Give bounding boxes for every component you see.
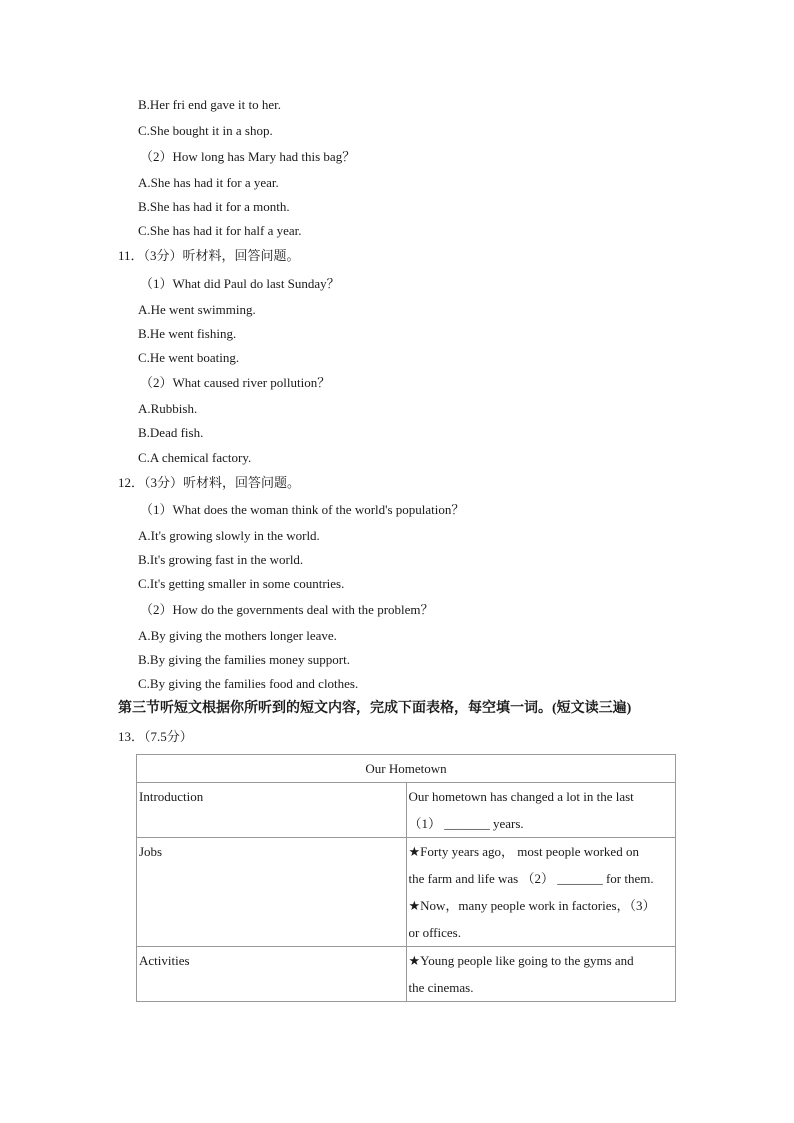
q13-title: 13．（7.5分） bbox=[118, 729, 193, 744]
table-header-row bbox=[137, 755, 676, 783]
q12-sub1-option-a: A.It's growing slowly in the world. bbox=[138, 528, 320, 543]
q10-option-b: B.Her fri end gave it to her. bbox=[138, 97, 281, 112]
q11-sub2-option-c: C.A chemical factory. bbox=[138, 450, 252, 465]
q12-subquestion-2: （2）How do the governments deal with the problem？ bbox=[140, 602, 434, 617]
q11-subquestion-2: （2）What caused river pollution？ bbox=[140, 375, 331, 390]
content-line: Our hometown has changed a lot in the last bbox=[408, 789, 634, 804]
q12-sub2-option-c: C.By giving the families food and clothes. bbox=[138, 676, 359, 691]
q11-subquestion-1: （1）What did Paul do last Sunday？ bbox=[140, 276, 340, 291]
content-line: ★Now，many people work in factories，（3） bbox=[408, 898, 656, 913]
content-line: ★Young people like going to the gyms and bbox=[408, 953, 634, 968]
section-3-heading: 第三节听短文根据你所听到的短文内容，完成下面表格，每空填一词。(短文读三遍) bbox=[118, 701, 632, 716]
q11-sub2-option-a: A.Rubbish. bbox=[138, 401, 198, 416]
content-line: ★Forty years ago， most people worked on bbox=[408, 844, 639, 859]
q10-sub2-option-b: B.She has had it for a month. bbox=[138, 199, 290, 214]
row-label-introduction: Introduction bbox=[137, 783, 407, 838]
table-row bbox=[137, 947, 676, 1002]
row-content-jobs bbox=[406, 838, 676, 947]
q10-subquestion-2: （2）How long has Mary had this bag？ bbox=[140, 149, 356, 164]
row-content-introduction bbox=[406, 783, 676, 838]
q12-sub1-option-b: B.It's growing fast in the world. bbox=[138, 552, 304, 567]
q11-sub1-option-b: B.He went fishing. bbox=[138, 326, 237, 341]
content-line: （1） _______ years. bbox=[408, 816, 524, 831]
q10-sub2-option-a: A.She has had it for a year. bbox=[138, 175, 279, 190]
q11-title: 11．（3分）听材料，回答问题。 bbox=[118, 248, 300, 263]
q11-sub2-option-b: B.Dead fish. bbox=[138, 425, 204, 440]
table-row bbox=[137, 838, 676, 947]
row-label-activities: Activities bbox=[137, 947, 407, 1002]
q11-sub1-option-a: A.He went swimming. bbox=[138, 302, 256, 317]
hometown-table bbox=[136, 754, 676, 1002]
content-line: the farm and life was （2） _______ for them. bbox=[408, 871, 654, 886]
q10-option-c: C.She bought it in a shop. bbox=[138, 123, 273, 138]
table-row bbox=[137, 783, 676, 838]
q12-sub1-option-c: C.It's getting smaller in some countries. bbox=[138, 576, 345, 591]
row-label-jobs: Jobs bbox=[137, 838, 407, 947]
q12-sub2-option-a: A.By giving the mothers longer leave. bbox=[138, 628, 337, 643]
q10-sub2-option-c: C.She has had it for half a year. bbox=[138, 223, 302, 238]
content-line: or offices. bbox=[408, 925, 461, 940]
q11-sub1-option-c: C.He went boating. bbox=[138, 350, 240, 365]
row-content-activities bbox=[406, 947, 676, 1002]
q12-sub2-option-b: B.By giving the families money support. bbox=[138, 652, 350, 667]
content-line: the cinemas. bbox=[408, 980, 474, 995]
q12-subquestion-1: （1）What does the woman think of the world's population？ bbox=[140, 502, 465, 517]
q12-title: 12．（3分）听材料，回答问题。 bbox=[118, 475, 301, 490]
table-header: Our Hometown bbox=[137, 755, 676, 783]
